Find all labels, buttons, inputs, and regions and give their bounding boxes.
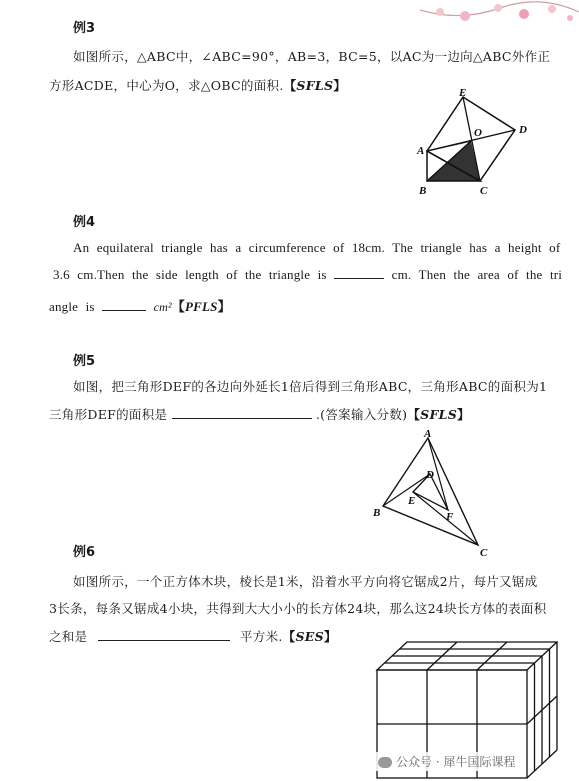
area-answer-blank[interactable] [102, 299, 146, 311]
def-area-answer-blank[interactable] [172, 407, 312, 419]
area-unit: cm² [153, 300, 172, 314]
label-d: D [426, 469, 434, 481]
example-4-line-2 [53, 267, 562, 283]
wechat-icon [378, 757, 392, 768]
blossom-decoration [420, 0, 579, 30]
label-e: E [408, 495, 416, 507]
surface-area-answer-blank[interactable] [98, 629, 230, 641]
line-b-to-d [383, 474, 430, 506]
example-6-line-1: 如图所示，一个正方体木块，棱长是1米，沿着水平方向将它锯成2片，每片又锯成 [73, 574, 538, 589]
example-4-line-2b: cm. Then the area of the tri [391, 267, 563, 282]
label-d: D [519, 124, 527, 136]
example-5-line-2a: 三角形DEF的面积是 [49, 407, 168, 422]
example-6-line-3 [49, 627, 337, 645]
label-a: A [424, 428, 432, 440]
example-4-line-2a: 3.6 cm.Then the side length of the triangle is [53, 267, 327, 282]
example-5-line-2 [49, 405, 470, 423]
example-5-line-2b: .(答案输入分数) [315, 407, 408, 422]
example-3-title: 例3 [73, 21, 96, 36]
example-5-source-tag: 【SFLS】 [407, 407, 470, 422]
example-6-line-3b: 平方米. [239, 629, 283, 644]
label-o: O [474, 127, 482, 139]
example-4-title: 例4 [73, 215, 96, 230]
example-6-source-tag: 【SES】 [282, 629, 337, 644]
watermark: 公众号 · 犀牛国际课程 [372, 752, 521, 771]
shaded-triangle-obc [427, 141, 480, 181]
example-6-line-2: 3长条，每条又锯成4小块，共得到大大小小的长方体24块，那么这24块长方体的表面积 [49, 601, 547, 616]
label-c: C [480, 547, 488, 556]
extended-triangle-figure [370, 428, 495, 556]
example-4-line-3a: angle is [49, 299, 95, 314]
example-5-title: 例5 [73, 354, 96, 369]
label-e: E [459, 88, 467, 99]
example-4-source-tag: 【PFLS】 [171, 299, 231, 314]
example-3-line-2 [49, 76, 346, 94]
example-6-line-3a: 之和是 [49, 629, 88, 644]
triangle-abc-outer [383, 438, 478, 545]
label-a: A [417, 145, 425, 157]
example-3-line-2-text: 方形ACDE，中心为O，求△OBC的面积. [49, 78, 284, 93]
label-b: B [419, 185, 427, 197]
label-b: B [373, 507, 381, 519]
side-length-answer-blank[interactable] [334, 267, 384, 279]
example-4-line-1: An equilateral triangle has a circumference of 18cm. The triangle has a height of [73, 240, 561, 255]
square-triangle-figure [410, 88, 540, 200]
example-6-title: 例6 [73, 545, 96, 560]
example-4-line-3 [49, 296, 231, 315]
label-f: F [446, 511, 454, 523]
label-c: C [480, 185, 488, 197]
example-5-line-1: 如图，把三角形DEF的各边向外延长1倍后得到三角形ABC，三角形ABC的面积为1 [73, 379, 548, 394]
example-3-source-tag: 【SFLS】 [283, 78, 347, 93]
example-3-line-1: 如图所示，△ABC中，∠ABC=90°，AB=3，BC=5，以AC为一边向△ABC外作正 [73, 49, 551, 64]
